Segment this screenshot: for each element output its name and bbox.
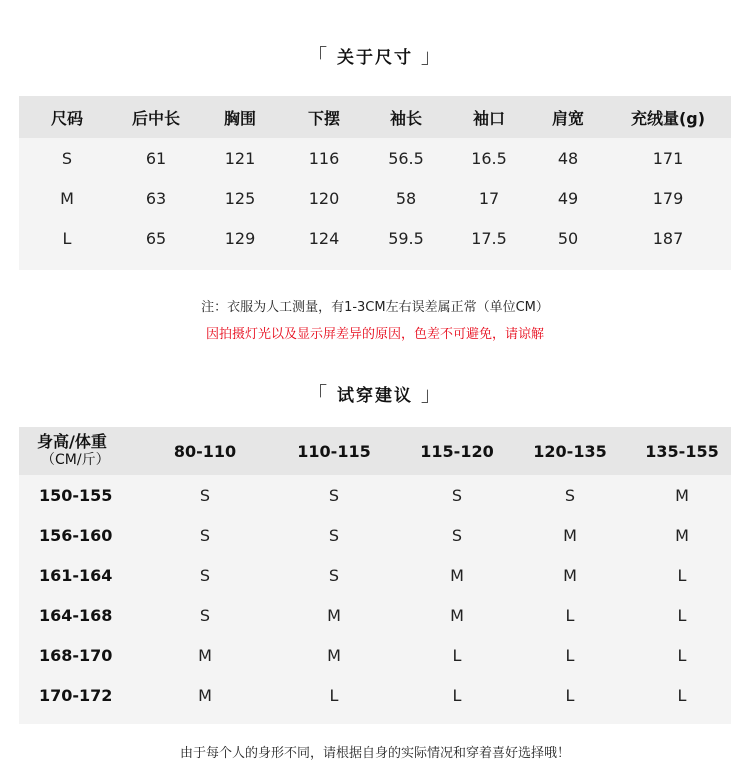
table-row bbox=[19, 138, 731, 178]
table-cell: 59.5 bbox=[388, 228, 424, 248]
table-cell: 16.5 bbox=[471, 148, 507, 168]
size-cell: M bbox=[675, 525, 689, 545]
table-cell: 124 bbox=[308, 228, 340, 248]
column-header: 肩宽 bbox=[531, 96, 605, 138]
fit-chart-table bbox=[19, 427, 731, 715]
corner-unit: （CM/斤） bbox=[41, 452, 110, 468]
table-cell: S bbox=[61, 148, 73, 168]
size-cell: S bbox=[199, 565, 211, 585]
size-cell: L bbox=[677, 565, 687, 585]
column-header: 尺码 bbox=[19, 96, 115, 138]
weight-range-header: 115-120 bbox=[407, 427, 507, 475]
table-cell: 179 bbox=[652, 188, 684, 208]
column-header: 后中长 bbox=[115, 96, 197, 138]
size-chart-header-row bbox=[19, 96, 731, 138]
weight-range-header: 120-135 bbox=[507, 427, 633, 475]
size-cell: L bbox=[677, 645, 687, 665]
table-cell: 65 bbox=[145, 228, 167, 248]
table-cell: 17 bbox=[478, 188, 500, 208]
size-chart-panel bbox=[19, 96, 731, 270]
table-cell: 125 bbox=[224, 188, 256, 208]
size-cell: S bbox=[199, 485, 211, 505]
height-range: 150-155 bbox=[39, 485, 113, 505]
weight-range-header: 135-155 bbox=[633, 427, 731, 475]
fit-advice-footer: 由于每个人的身形不同，请根据自身的实际情况和穿着喜好选择哦！ bbox=[179, 746, 570, 761]
table-cell: 120 bbox=[308, 188, 340, 208]
table-cell: 129 bbox=[224, 228, 256, 248]
table-row bbox=[19, 475, 731, 515]
column-header: 下摆 bbox=[283, 96, 365, 138]
height-range: 168-170 bbox=[39, 645, 113, 665]
size-cell: L bbox=[452, 645, 462, 665]
table-cell: 58 bbox=[395, 188, 417, 208]
table-cell: 48 bbox=[557, 148, 579, 168]
size-cell: M bbox=[198, 685, 212, 705]
size-section-title-text: 关于尺寸 bbox=[337, 48, 413, 68]
close-bracket: 」 bbox=[420, 382, 443, 406]
height-range: 164-168 bbox=[39, 605, 113, 625]
table-cell: L bbox=[62, 228, 72, 248]
table-cell: 61 bbox=[145, 148, 167, 168]
size-cell: S bbox=[564, 485, 576, 505]
size-cell: L bbox=[565, 605, 575, 625]
size-cell: L bbox=[677, 605, 687, 625]
column-header: 袖长 bbox=[365, 96, 447, 138]
size-cell: L bbox=[329, 685, 339, 705]
size-cell: L bbox=[565, 685, 575, 705]
size-section-title bbox=[0, 40, 750, 69]
table-cell: 187 bbox=[652, 228, 684, 248]
corner-header bbox=[19, 427, 149, 475]
size-cell: S bbox=[328, 485, 340, 505]
size-cell: M bbox=[327, 645, 341, 665]
size-cell: S bbox=[199, 605, 211, 625]
table-cell: 49 bbox=[557, 188, 579, 208]
table-cell: 116 bbox=[308, 148, 340, 168]
table-cell: M bbox=[60, 188, 74, 208]
fit-section-title bbox=[0, 378, 750, 407]
size-cell: M bbox=[563, 525, 577, 545]
size-cell: S bbox=[199, 525, 211, 545]
height-range: 156-160 bbox=[39, 525, 113, 545]
column-header: 胸围 bbox=[197, 96, 283, 138]
table-row bbox=[19, 595, 731, 635]
size-cell: S bbox=[328, 565, 340, 585]
column-header: 袖口 bbox=[447, 96, 531, 138]
table-row bbox=[19, 675, 731, 715]
weight-range-header: 80-110 bbox=[149, 427, 261, 475]
fit-chart-header-row bbox=[19, 427, 731, 475]
size-cell: M bbox=[563, 565, 577, 585]
size-cell: M bbox=[675, 485, 689, 505]
size-cell: M bbox=[198, 645, 212, 665]
table-row bbox=[19, 555, 731, 595]
size-cell: S bbox=[328, 525, 340, 545]
size-cell: M bbox=[450, 565, 464, 585]
table-cell: 63 bbox=[145, 188, 167, 208]
close-bracket: 」 bbox=[420, 44, 443, 68]
table-cell: 50 bbox=[557, 228, 579, 248]
corner-title: 身高/体重 bbox=[37, 432, 107, 451]
fit-chart-panel bbox=[19, 427, 731, 724]
fit-section-title-text: 试穿建议 bbox=[337, 386, 413, 406]
size-cell: M bbox=[450, 605, 464, 625]
open-bracket: 「 bbox=[307, 44, 330, 68]
open-bracket: 「 bbox=[307, 382, 330, 406]
height-range: 170-172 bbox=[39, 685, 113, 705]
size-cell: L bbox=[452, 685, 462, 705]
size-cell: L bbox=[565, 645, 575, 665]
column-header: 充绒量(g) bbox=[605, 96, 731, 138]
size-cell: S bbox=[451, 525, 463, 545]
size-chart-table bbox=[19, 96, 731, 258]
size-cell: L bbox=[677, 685, 687, 705]
table-row bbox=[19, 218, 731, 258]
table-cell: 121 bbox=[224, 148, 256, 168]
table-cell: 56.5 bbox=[388, 148, 424, 168]
table-row bbox=[19, 635, 731, 675]
table-cell: 171 bbox=[652, 148, 684, 168]
size-cell: S bbox=[451, 485, 463, 505]
table-row bbox=[19, 515, 731, 555]
color-disclaimer: 因拍摄灯光以及显示屏差异的原因，色差不可避免，请谅解 bbox=[205, 327, 544, 342]
weight-range-header: 110-115 bbox=[261, 427, 407, 475]
height-range: 161-164 bbox=[39, 565, 113, 585]
measurement-note: 注：衣服为人工测量，有1-3CM左右误差属正常（单位CM） bbox=[201, 300, 549, 315]
size-cell: M bbox=[327, 605, 341, 625]
table-row bbox=[19, 178, 731, 218]
table-cell: 17.5 bbox=[471, 228, 507, 248]
